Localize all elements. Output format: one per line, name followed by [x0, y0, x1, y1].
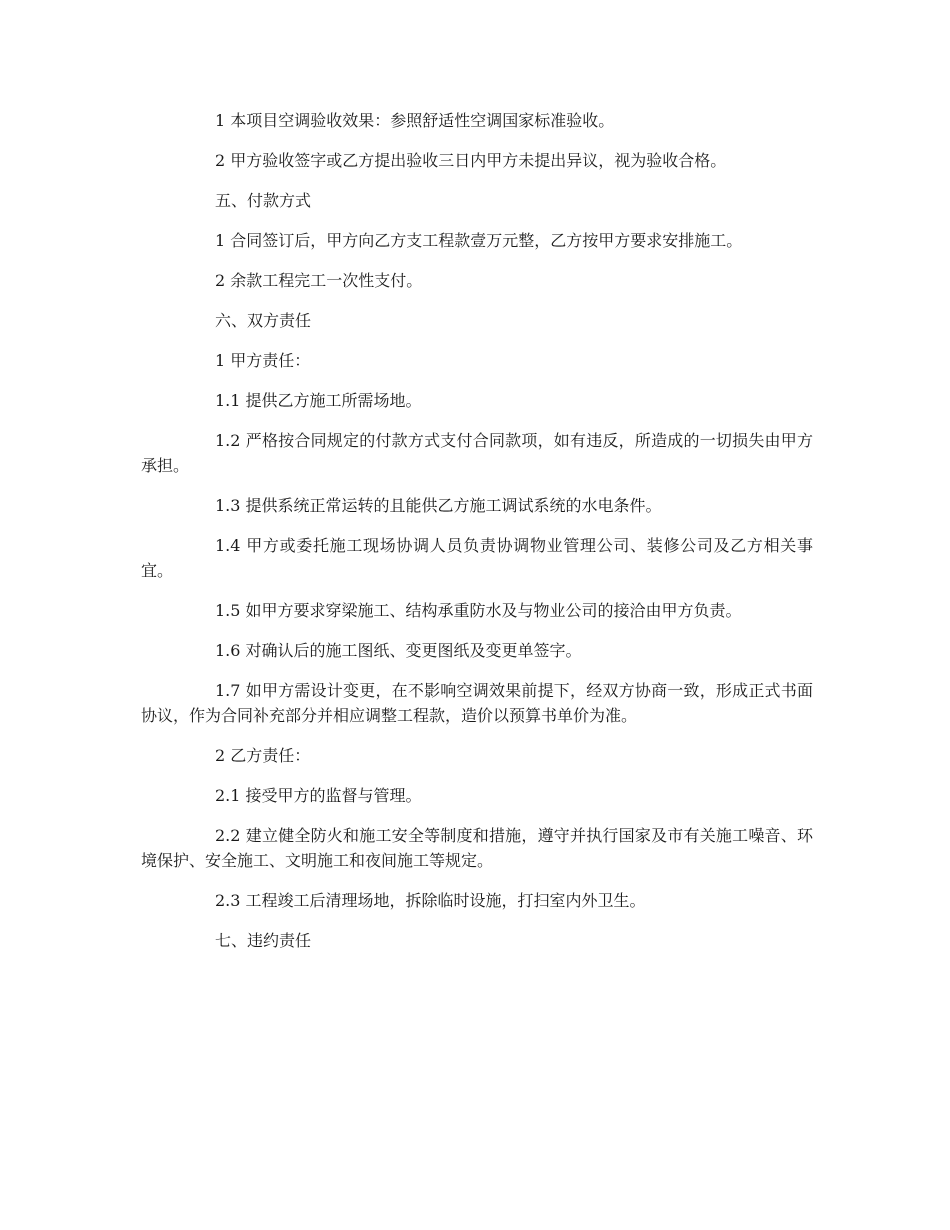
party-a-clause-1-3: 1.3 提供系统正常运转的且能供乙方施工调试系统的水电条件。 — [215, 496, 662, 515]
acceptance-confirmation-paragraph: 2 甲方验收签字或乙方提出验收三日内甲方未提出异议，视为验收合格。 — [215, 151, 727, 170]
payment-clause-2: 2 余款工程完工一次性支付。 — [215, 271, 423, 290]
party-a-clause-1-6: 1.6 对确认后的施工图纸、变更图纸及变更单签字。 — [215, 641, 582, 660]
party-a-responsibility-heading: 1 甲方责任： — [215, 351, 311, 370]
party-b-responsibility-heading: 2 乙方责任： — [215, 746, 311, 765]
party-a-clause-1-2: 1.2 严格按合同规定的付款方式支付合同款项，如有违反，所造成的一切损失由甲方承担。 — [141, 431, 813, 475]
party-a-clause-1-7: 1.7 如甲方需设计变更，在不影响空调效果前提下，经双方协商一致，形成正式书面协议，作为合同补充部分并相应调整工程款，造价以预算书单价为准。 — [141, 681, 813, 725]
party-a-clause-1-4: 1.4 甲方或委托施工现场协调人员负责协调物业管理公司、装修公司及乙方相关事宜。 — [141, 536, 813, 580]
section-heading-breach-liability: 七、违约责任 — [215, 931, 312, 950]
payment-clause-1: 1 合同签订后，甲方向乙方支工程款壹万元整，乙方按甲方要求安排施工。 — [215, 231, 743, 250]
acceptance-standard-paragraph: 1 本项目空调验收效果：参照舒适性空调国家标准验收。 — [215, 111, 615, 130]
document-body — [141, 108, 813, 968]
party-a-clause-1-1: 1.1 提供乙方施工所需场地。 — [215, 391, 422, 410]
section-heading-responsibilities: 六、双方责任 — [215, 311, 312, 330]
section-heading-payment: 五、付款方式 — [215, 191, 312, 210]
party-b-clause-2-1: 2.1 接受甲方的监督与管理。 — [215, 786, 422, 805]
party-b-clause-2-3: 2.3 工程竣工后清理场地，拆除临时设施，打扫室内外卫生。 — [215, 891, 646, 910]
party-a-clause-1-5: 1.5 如甲方要求穿梁施工、结构承重防水及与物业公司的接洽由甲方负责。 — [215, 601, 742, 620]
party-b-clause-2-2: 2.2 建立健全防火和施工安全等制度和措施，遵守并执行国家及市有关施工噪音、环境保护、安全施工、文明施工和夜间施工等规定。 — [141, 826, 813, 870]
